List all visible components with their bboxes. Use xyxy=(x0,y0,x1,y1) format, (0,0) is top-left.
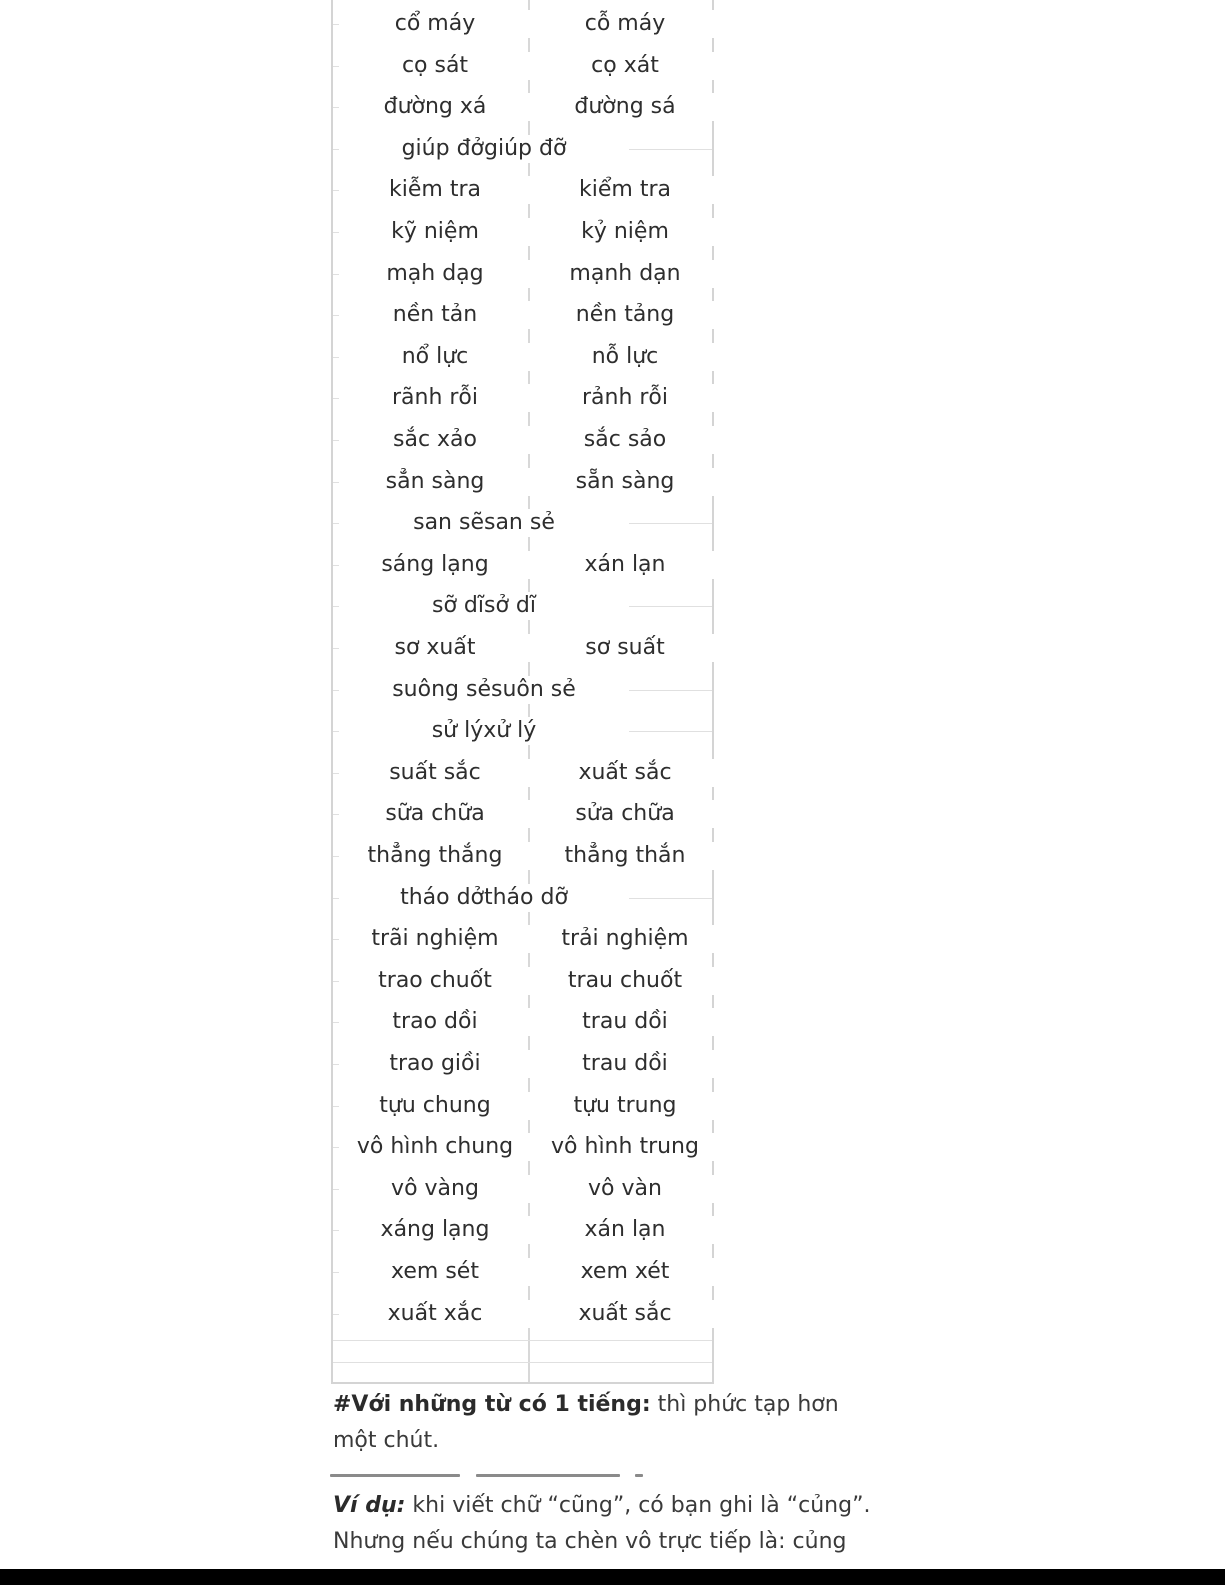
misspelled-word-cell: kiễm tra xyxy=(339,176,531,204)
correct-word-cell: mạnh dạn xyxy=(529,260,721,288)
misspelled-word-cell: trao chuốt xyxy=(339,967,531,995)
correct-word-cell: trau chuốt xyxy=(529,967,721,995)
paragraph-heading: #Với những từ có 1 tiếng: xyxy=(333,1392,651,1417)
merged-cell: suông sẻsuôn sẻ xyxy=(339,676,629,704)
correct-word-cell: trau dồi xyxy=(529,1008,721,1036)
misspelled-word-cell: cọ sát xyxy=(339,52,531,80)
misspelled-word-cell: xem sét xyxy=(339,1258,531,1286)
section-divider xyxy=(330,1474,650,1478)
correct-word-cell: xán lạn xyxy=(529,551,721,579)
correct-word-cell: rảnh rỗi xyxy=(529,384,721,412)
misspelled-word-cell: tựu chung xyxy=(339,1092,531,1120)
misspelled-word-cell: xuất xắc xyxy=(339,1300,531,1328)
correct-word-cell: cỗ máy xyxy=(529,10,721,38)
example-label: Ví dụ: xyxy=(333,1493,406,1518)
row-line xyxy=(333,1362,712,1363)
misspelled-word-cell: vô hình chung xyxy=(339,1133,531,1161)
misspelled-word-cell: sơ xuất xyxy=(339,634,531,662)
one-syllable-paragraph xyxy=(333,1387,1193,1459)
misspelled-word-cell: trao giồi xyxy=(339,1050,531,1078)
misspelled-word-cell: sắc xảo xyxy=(339,426,531,454)
misspelled-word-cell: xáng lạng xyxy=(339,1216,531,1244)
merged-cell: tháo dởtháo dỡ xyxy=(339,884,629,912)
merged-cell: sử lýxử lý xyxy=(339,717,629,745)
merged-cell: giúp đởgiúp đỡ xyxy=(339,135,629,163)
correct-word-cell: sắc sảo xyxy=(529,426,721,454)
paragraph-text: khi viết chữ “cũng”, có bạn ghi là “củng”. xyxy=(405,1493,871,1518)
merged-cell: sỡ dĩsở dĩ xyxy=(339,592,629,620)
divider-segment xyxy=(476,1474,620,1477)
correct-word-cell: sẵn sàng xyxy=(529,468,721,496)
correct-word-cell: xán lạn xyxy=(529,1216,721,1244)
correct-word-cell: xem xét xyxy=(529,1258,721,1286)
divider-segment xyxy=(635,1474,643,1477)
misspelled-word-cell: sáng lạng xyxy=(339,551,531,579)
misspelled-word-cell: mạh dạg xyxy=(339,260,531,288)
correct-word-cell: nỗ lực xyxy=(529,343,721,371)
misspelled-word-cell: nổ lực xyxy=(339,343,531,371)
correct-word-cell: nền tảng xyxy=(529,301,721,329)
paragraph-text: một chút. xyxy=(333,1428,440,1453)
correct-word-cell: xuất sắc xyxy=(529,1300,721,1328)
misspelled-word-cell: đường xá xyxy=(339,93,531,121)
misspelled-word-cell: vô vàng xyxy=(339,1175,531,1203)
row-line xyxy=(333,1340,712,1341)
correct-word-cell: tựu trung xyxy=(529,1092,721,1120)
misspelled-word-cell: nền tản xyxy=(339,301,531,329)
misspelled-word-cell: cổ máy xyxy=(339,10,531,38)
correct-word-cell: sơ suất xyxy=(529,634,721,662)
paragraph-text: thì phức tạp hơn xyxy=(650,1392,839,1417)
misspelled-word-cell: thẳng thắng xyxy=(339,842,531,870)
correct-word-cell: đường sá xyxy=(529,93,721,121)
correct-word-cell: thẳng thắn xyxy=(529,842,721,870)
correct-word-cell: trải nghiệm xyxy=(529,925,721,953)
correct-word-cell: kỷ niệm xyxy=(529,218,721,246)
divider-segment xyxy=(330,1474,460,1477)
misspelled-word-cell: kỹ niệm xyxy=(339,218,531,246)
misspelled-word-cell: suất sắc xyxy=(339,759,531,787)
misspelled-word-cell: sữa chữa xyxy=(339,800,531,828)
misspelled-word-cell: trao dồi xyxy=(339,1008,531,1036)
correct-word-cell: vô hình trung xyxy=(529,1133,721,1161)
misspelled-word-cell: sẳn sàng xyxy=(339,468,531,496)
correct-word-cell: xuất sắc xyxy=(529,759,721,787)
bottom-bar xyxy=(0,1569,1225,1585)
paragraph-text: Nhưng nếu chúng ta chèn vô trực tiếp là: củng xyxy=(333,1529,847,1554)
spelling-table xyxy=(331,0,714,1384)
merged-cell: san sẽsan sẻ xyxy=(339,509,629,537)
correct-word-cell: sửa chữa xyxy=(529,800,721,828)
correct-word-cell: trau dồi xyxy=(529,1050,721,1078)
correct-word-cell: kiểm tra xyxy=(529,176,721,204)
misspelled-word-cell: rãnh rỗi xyxy=(339,384,531,412)
correct-word-cell: cọ xát xyxy=(529,52,721,80)
example-paragraph xyxy=(333,1488,1193,1560)
correct-word-cell: vô vàn xyxy=(529,1175,721,1203)
misspelled-word-cell: trãi nghiệm xyxy=(339,925,531,953)
